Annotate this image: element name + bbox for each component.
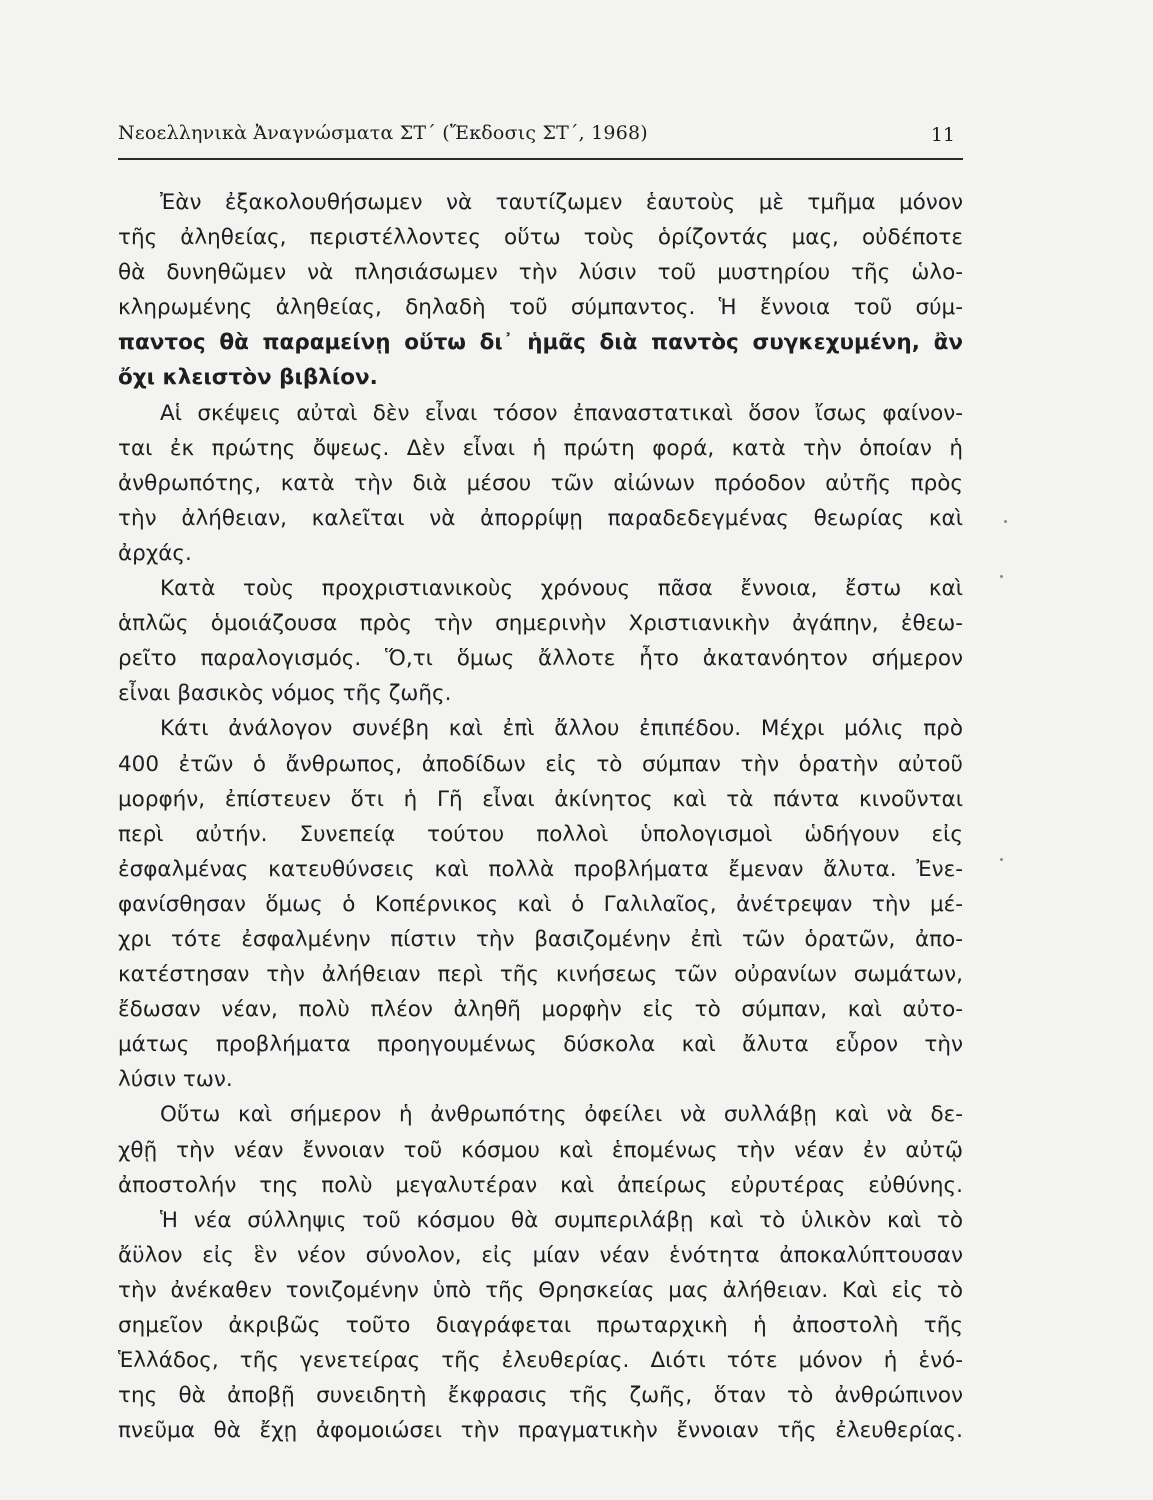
text-line: μάτως προβλήματα προηγουμένως δύσκολα καὶ ἄλυτα εὗρον τὴν: [118, 1032, 963, 1058]
text-line: ἄϋλον εἰς ἓν νέον σύνολον, εἰς μίαν νέαν ἑνότητα ἀποκαλύπτουσαν: [118, 1242, 963, 1268]
text-line: πνεῦμα θὰ ἔχῃ ἀφομοιώσει τὴν πραγματικὴν ἔννοιαν τῆς ἐλευθερίας.: [118, 1418, 963, 1444]
text-line: ὄχι κλειστὸν βιβλίον.: [118, 365, 378, 391]
text-line: τὴν ἀνέκαθεν τονιζομένην ὑπὸ τῆς Θρησκείας μας ἀλήθειαν. Καὶ εἰς τὸ: [118, 1277, 963, 1303]
text-line: ται ἐκ πρώτης ὄψεως. Δὲν εἶναι ἡ πρώτη φορά, κατὰ τὴν ὁποίαν ἡ: [118, 435, 963, 461]
text-line: τὴν ἀλήθειαν, καλεῖται νὰ ἀπορρίψῃ παραδεδεγμένας θεωρίας καὶ: [118, 505, 963, 531]
text-line: ἁπλῶς ὁμοιάζουσα πρὸς τὴν σημερινὴν Χριστιανικὴν ἀγάπην, ἐθεω-: [118, 611, 963, 637]
text-line: κατέστησαν τὴν ἀλήθειαν περὶ τῆς κινήσεως τῶν οὐρανίων σωμάτων,: [118, 962, 963, 988]
text-line: Αἱ σκέψεις αὐταὶ δὲν εἶναι τόσον ἐπαναστατικαὶ ὅσον ἴσως φαίνον-: [160, 400, 963, 426]
paper-speck: [1004, 520, 1007, 523]
text-line: χθῇ τὴν νέαν ἔννοιαν τοῦ κόσμου καὶ ἑπομένως τὴν νέαν ἐν αὐτῷ: [118, 1137, 963, 1163]
text-line: 400 ἐτῶν ὁ ἄνθρωπος, ἀποδίδων εἰς τὸ σύμπαν τὴν ὁρατὴν αὐτοῦ: [118, 751, 963, 777]
body-text: [118, 185, 963, 1448]
text-line: ἀποστολήν της πολὺ μεγαλυτέραν καὶ ἀπείρως εὐρυτέρας εὐθύνης.: [118, 1172, 963, 1198]
text-line: Ἑλλάδος, τῆς γενετείρας τῆς ἐλευθερίας. Διότι τότε μόνον ἡ ἑνό-: [118, 1348, 963, 1374]
text-line: ἀνθρωπότης, κατὰ τὴν διὰ μέσου τῶν αἰώνων πρόοδον αὐτῆς πρὸς: [118, 470, 963, 496]
text-line: ἀρχάς.: [118, 540, 192, 566]
paper-speck: [1000, 858, 1003, 861]
paper-speck: [1000, 575, 1003, 578]
text-line: θὰ δυνηθῶμεν νὰ πλησιάσωμεν τὴν λύσιν τοῦ μυστηρίου τῆς ὡλο-: [118, 260, 963, 286]
text-line: τῆς ἀληθείας, περιστέλλοντες οὕτω τοὺς ὁρίζοντάς μας, οὐδέποτε: [118, 225, 963, 251]
text-line: σημεῖον ἀκριβῶς τοῦτο διαγράφεται πρωταρχικὴ ἡ ἀποστολὴ τῆς: [118, 1313, 963, 1338]
text-line: φανίσθησαν ὅμως ὁ Κοπέρνικος καὶ ὁ Γαλιλαῖος, ἀνέτρεψαν τὴν μέ-: [118, 891, 963, 917]
text-line: λύσιν των.: [118, 1067, 233, 1093]
header-title: Νεοελληνικὰ Ἀναγνώσματα ΣΤ΄ (Ἔκδοσις ΣΤ΄, 1968): [118, 122, 648, 144]
text-line: εἶναι βασικὸς νόμος τῆς ζωῆς.: [118, 681, 452, 707]
text-line: μορφήν, ἐπίστευεν ὅτι ἡ Γῆ εἶναι ἀκίνητος καὶ τὰ πάντα κινοῦνται: [118, 786, 963, 812]
text-line: χρι τότε ἐσφαλμένην πίστιν τὴν βασιζομένην ἐπὶ τῶν ὁρατῶν, ἀπο-: [118, 926, 963, 952]
text-line: Κάτι ἀνάλογον συνέβη καὶ ἐπὶ ἄλλου ἐπιπέδου. Μέχρι μόλις πρὸ: [160, 716, 963, 742]
text-line: Ἐὰν ἐξακολουθήσωμεν νὰ ταυτίζωμεν ἑαυτοὺς μὲ τμῆμα μόνον: [160, 190, 963, 215]
page-number: 11: [930, 124, 955, 146]
text-line: Ἡ νέα σύλληψις τοῦ κόσμου θὰ συμπεριλάβῃ καὶ τὸ ὑλικὸν καὶ τὸ: [160, 1207, 963, 1233]
text-line: Κατὰ τοὺς προχριστιανικοὺς χρόνους πᾶσα ἔννοια, ἔστω καὶ: [160, 576, 963, 602]
text-line: ἔδωσαν νέαν, πολὺ πλέον ἀληθῆ μορφὴν εἰς τὸ σύμπαν, καὶ αὐτο-: [118, 997, 963, 1023]
text-line: κληρωμένης ἀληθείας, δηλαδὴ τοῦ σύμπαντος. Ἡ ἔννοια τοῦ σύμ-: [118, 295, 963, 321]
text-line: ρεῖτο παραλογισμός. Ὅ,τι ὅμως ἄλλοτε ἦτο ἀκατανόητον σήμερον: [118, 646, 963, 672]
text-line: παντος θὰ παραμείνῃ οὕτω δι᾽ ἡμᾶς διὰ παντὸς συγκεχυμένη, ἂν: [118, 330, 963, 356]
text-line: Οὕτω καὶ σήμερον ἡ ἀνθρωπότης ὀφείλει νὰ συλλάβῃ καὶ νὰ δε-: [160, 1102, 963, 1128]
text-line: ἐσφαλμένας κατευθύνσεις καὶ πολλὰ προβλήματα ἔμεναν ἄλυτα. Ἐνε-: [118, 856, 963, 882]
text-line: περὶ αὐτήν. Συνεπείᾳ τούτου πολλοὶ ὑπολογισμοὶ ὡδήγουν εἰς: [118, 821, 963, 847]
running-header: [118, 118, 963, 160]
text-line: της θὰ ἀποβῇ συνειδητὴ ἔκφρασις τῆς ζωῆς, ὅταν τὸ ἀνθρώπινον: [118, 1383, 963, 1409]
